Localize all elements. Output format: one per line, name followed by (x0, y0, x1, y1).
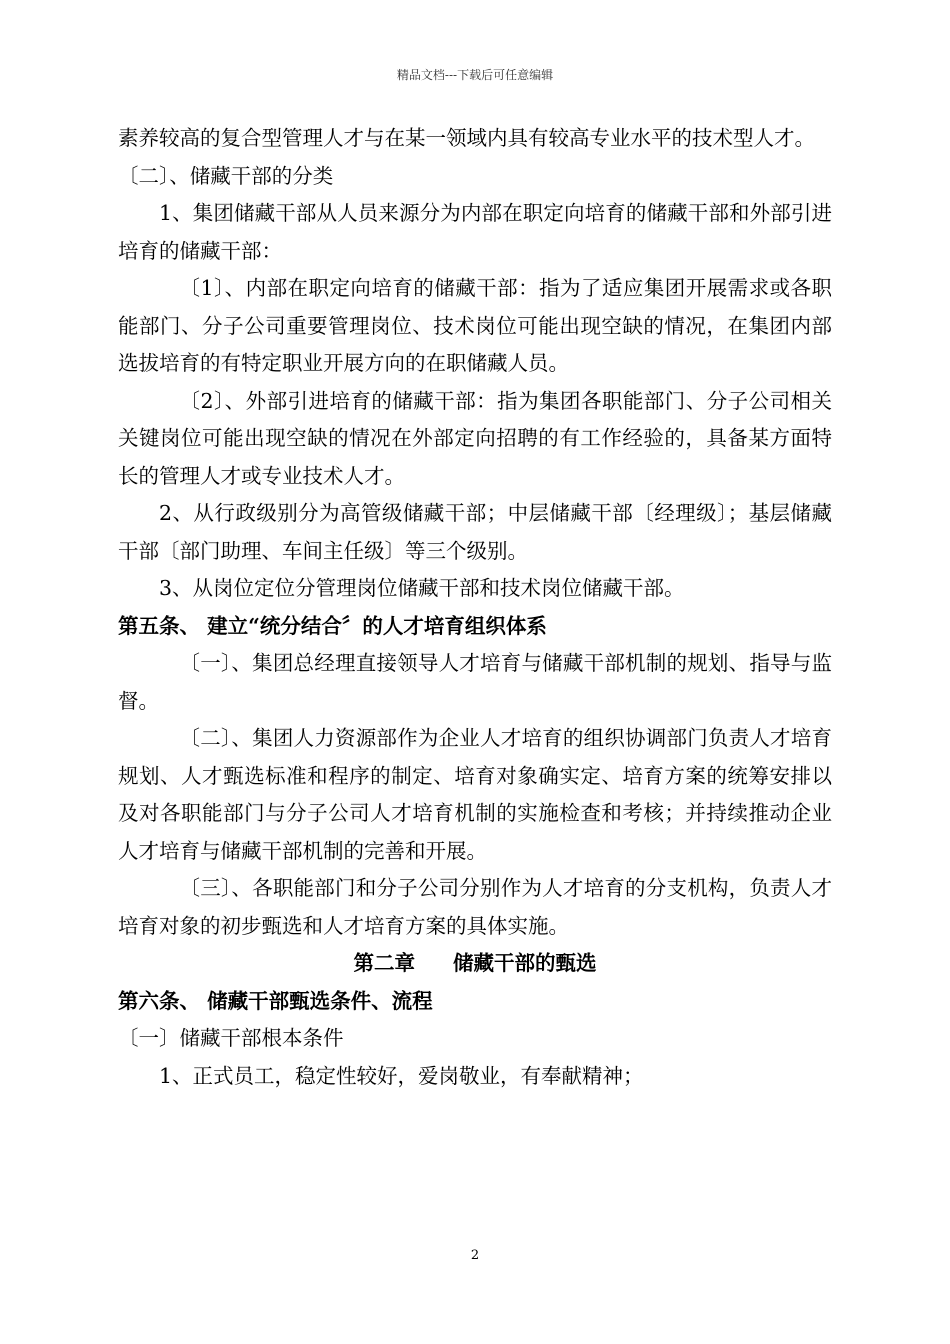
list-item-position: 3、从岗位定位分管理岗位储藏干部和技术岗位储藏干部。 (159, 576, 685, 600)
chapter-heading (118, 945, 832, 983)
article-five-item-two: 〔二〕、集团人力资源部作为企业人才培育的组织协调部门负责人才培育规划、人才甄选标准和程序的制定、培育对象确实定、培育方案的统筹安排以及对各职能部门与分子公司人才培育机制的实施检查和考核；并持续推动企业人才培育与储藏干部机制的完善和开展。 (118, 726, 832, 863)
subsection-heading-classification: 〔二〕、储藏干部的分类 (118, 163, 334, 188)
chapter-title: 储藏干部的甄选 (453, 951, 597, 975)
sub-item-external: 〔2〕、外部引进培育的储藏干部：指为集团各职能部门、分子公司相关关键岗位可能出现空缺的情况在外部定向招聘的有工作经验的，具备某方面特长的管理人才或专业技术人才。 (118, 388, 832, 488)
article-five-item-one: 〔一〕、集团总经理直接领导人才培育与储藏干部机制的规划、指导与监督。 (118, 651, 832, 713)
article-six-item-one: 1、正式员工，稳定性较好，爱岗敬业，有奉献精神； (159, 1063, 644, 1088)
chapter-number: 第二章 (353, 951, 415, 975)
page-number: 2 (470, 1248, 480, 1263)
article-five-heading: 第五条、 建立“统分结合〞的人才培育组织体系 (118, 613, 547, 638)
article-five-item-three: 〔三〕、各职能部门和分子公司分别作为人才培育的分支机构，负责人才培育对象的初步甄选和人才培育方案的具体实施。 (118, 876, 832, 938)
article-six-heading: 第六条、 储藏干部甄选条件、流程 (118, 988, 433, 1013)
page-header: 精品文档---下载后可任意编辑 (396, 68, 554, 82)
article-six-subheading: 〔一〕储藏干部根本条件 (118, 1026, 344, 1050)
document-body (118, 120, 832, 1095)
list-item-level: 2、从行政级别分为高管级储藏干部；中层储藏干部〔经理级〕；基层储藏干部〔部门助理、车间主任级〕等三个级别。 (118, 501, 832, 563)
paragraph-continuation: 素养较高的复合型管理人才与在某一领域内具有较高专业水平的技术型人才。 (118, 126, 815, 150)
list-item-source: 1、集团储藏干部从人员来源分为内部在职定向培育的储藏干部和外部引进培育的储藏干部： (118, 201, 832, 263)
sub-item-internal: 〔1〕、内部在职定向培育的储藏干部：指为了适应集团开展需求或各职能部门、分子公司重要管理岗位、技术岗位可能出现空缺的情况，在集团内部选拔培育的有特定职业开展方向的在职储藏人员。 (118, 276, 832, 375)
